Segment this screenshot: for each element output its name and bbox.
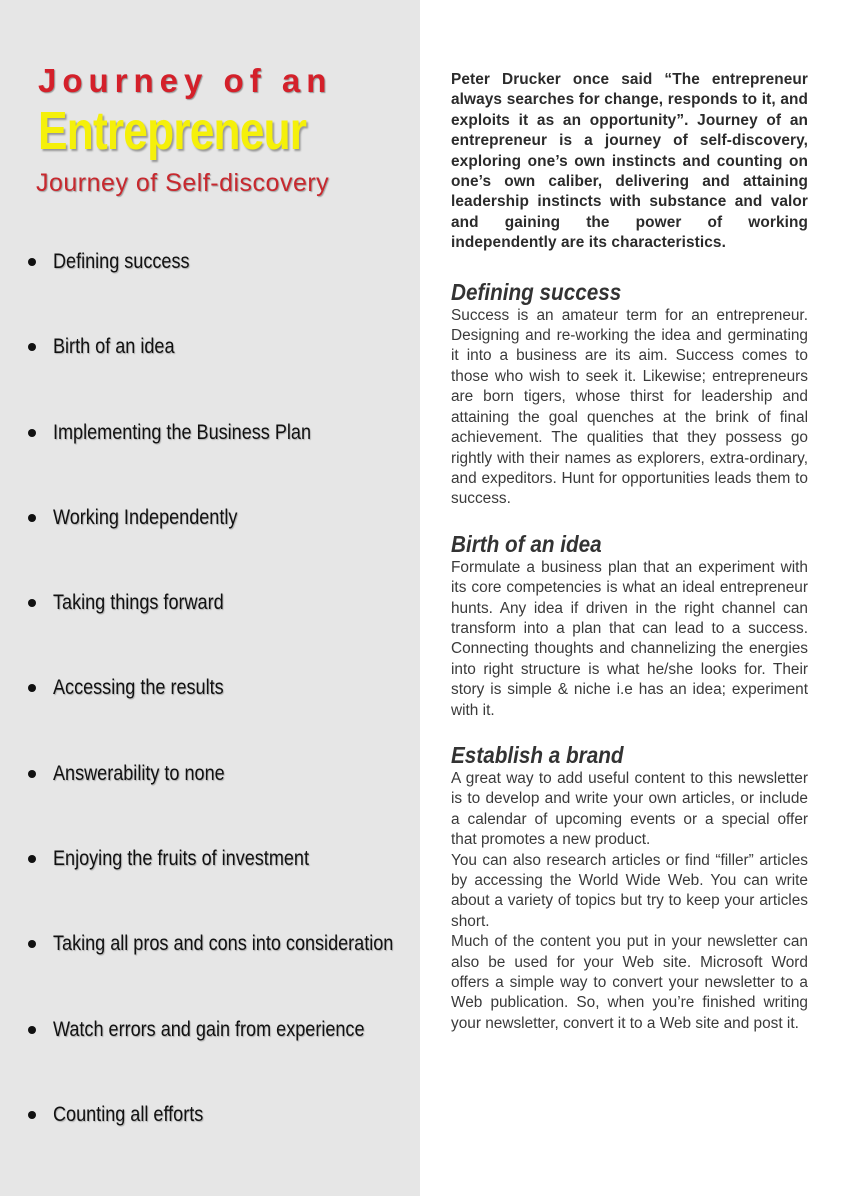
topics-bullet-list — [28, 248, 449, 1186]
section-heading: Birth of an idea — [451, 530, 602, 557]
intro-paragraph: Peter Drucker once said “The entrepreneur always searches for change, responds to it, and exploits it as an opportunity”. Journey of an entrepreneur is a journey of self-discovery, exploring one’s own instincts and counting on one’s own caliber, delivering and attaining leadership instincts with substance and valor and gaining the power of working independently are its characteristics. — [451, 71, 808, 252]
section-body — [451, 769, 808, 1034]
section-paragraph: Success is an amateur term for an entrepreneur. Designing and re-working the idea and germinating it into a business are its aim. Success comes to those who wish to seek it. Likewise; entrepreneurs are born tigers, whose thirst for leadership and attaining the goal quenches at the brink of final achievement. The qualities that they possess go rightly with their names as explorers, extra-ordinary, and expeditors. Hunt for opportunities leads them to success. — [451, 306, 808, 508]
bullet-item: Watch errors and gain from experience — [28, 1016, 449, 1101]
title-line-entrepreneur: Entrepreneur — [38, 101, 307, 161]
section-paragraph: Formulate a business plan that an experiment with its core competencies is what an ideal entrepreneur hunts. Any idea if driven in the right channel can transform into a plan that can lead to a success. Connecting thoughts and channelizing the energies into right structure is what he/she looks for. Their story is simple & niche i.e has an idea; experiment with it. — [451, 558, 808, 719]
bullet-item: Answerability to none — [28, 760, 449, 845]
section-heading: Establish a brand — [451, 741, 624, 768]
bullet-icon — [28, 855, 36, 863]
bullet-item: Taking things forward — [28, 589, 449, 674]
section-body — [451, 558, 808, 721]
bullet-icon — [28, 599, 36, 607]
bullet-item: Enjoying the fruits of investment — [28, 845, 449, 930]
title-line-journey: Journey of an — [38, 62, 333, 99]
bullet-icon — [28, 429, 36, 437]
bullet-icon — [28, 343, 36, 351]
bullet-icon — [28, 940, 36, 948]
section-birth-of-idea — [451, 530, 808, 721]
bullet-icon — [28, 258, 36, 266]
section-establish-brand — [451, 741, 808, 1034]
bullet-item: Taking all pros and cons into consideration — [28, 930, 449, 1015]
bullet-icon — [28, 514, 36, 522]
left-sidebar-panel — [0, 0, 420, 1196]
bullet-item: Defining success — [28, 248, 449, 333]
bullet-item: Counting all efforts — [28, 1101, 449, 1186]
bullet-icon — [28, 1111, 36, 1119]
bullet-item: Implementing the Business Plan — [28, 419, 449, 504]
bullet-item: Birth of an idea — [28, 333, 449, 418]
article-column — [451, 70, 808, 1034]
section-defining-success — [451, 278, 808, 510]
bullet-icon — [28, 1026, 36, 1034]
section-body — [451, 306, 808, 510]
bullet-item: Working Independently — [28, 504, 449, 589]
section-paragraph: Much of the content you put in your newsletter can also be used for your Web site. Microsoft Word offers a simple way to convert your newsletter to a Web publication. So, when you’re finished writing your newsletter, convert it to a Web site and post it. — [451, 933, 808, 1032]
bullet-icon — [28, 684, 36, 692]
subtitle-self-discovery: Journey of Self-discovery — [36, 169, 330, 197]
section-heading: Defining success — [451, 278, 622, 305]
section-paragraph: A great way to add useful content to this newsletter is to develop and write your own articles, or include a calendar of upcoming events or a special offer that promotes a new product. — [451, 769, 808, 849]
section-paragraph: You can also research articles or find “filler” articles by accessing the World Wide Web. You can write about a variety of topics but try to keep your articles short. — [451, 851, 808, 930]
bullet-item: Accessing the results — [28, 674, 449, 759]
bullet-icon — [28, 770, 36, 778]
